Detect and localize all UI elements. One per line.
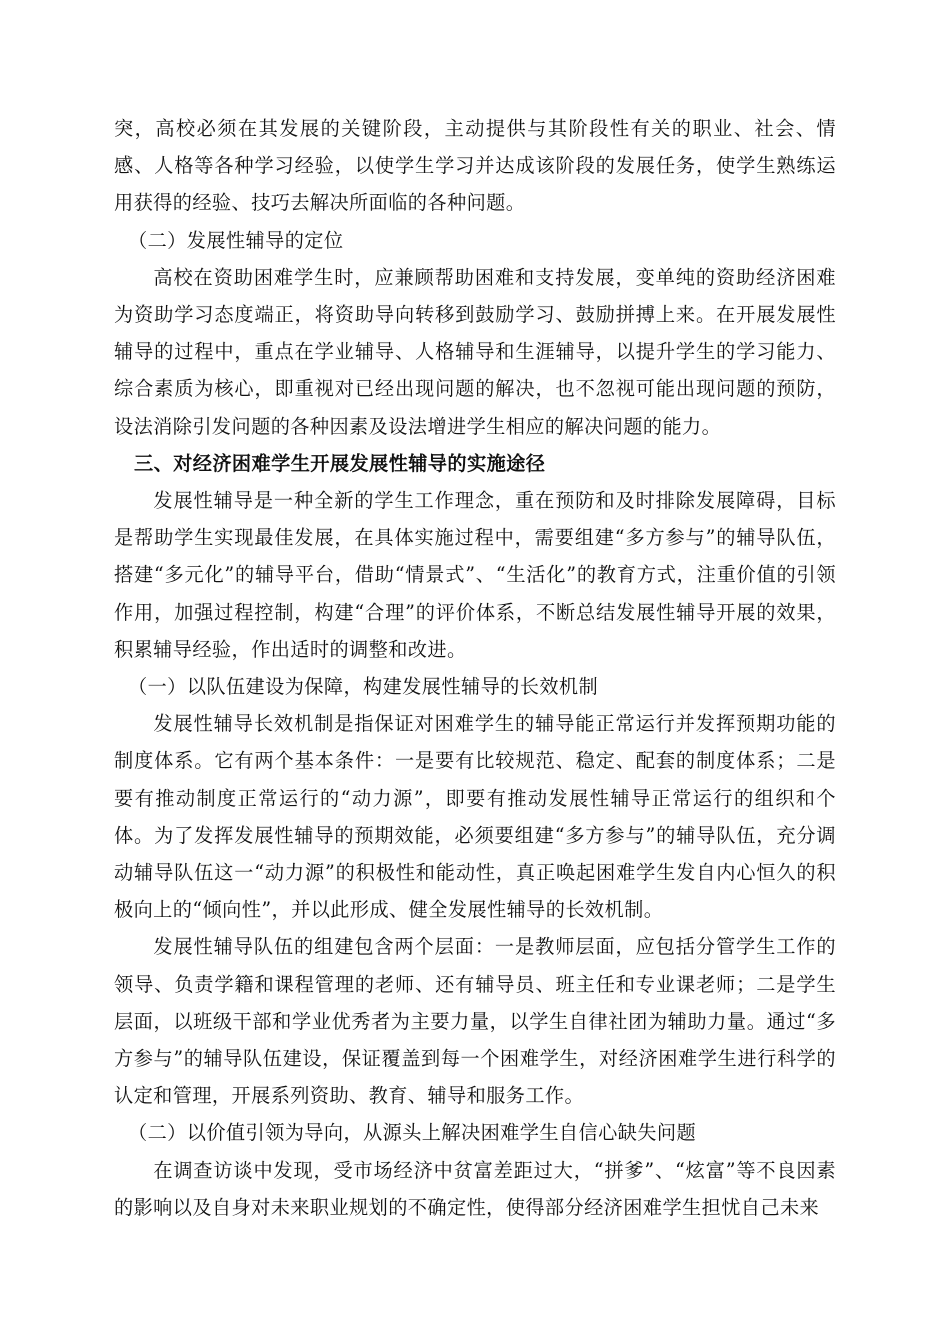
- body-paragraph: 在调查访谈中发现，受市场经济中贫富差距过大，“拼爹”、“炫富”等不良因素的影响以及自身对未来职业规划的不确定性，使得部分经济困难学生担忧自己未来: [114, 1158, 836, 1219]
- section-heading: 三、对经济困难学生开展发展性辅导的实施途径: [134, 451, 546, 475]
- section-subheading: （二）发展性辅导的定位: [128, 228, 344, 252]
- section-subheading: （二）以价值引领为导向，从源头上解决困难学生自信心缺失问题: [128, 1121, 697, 1145]
- body-paragraph: 发展性辅导队伍的组建包含两个层面：一是教师层面，应包括分管学生工作的领导、负责学籍和课程管理的老师、还有辅导员、班主任和专业课老师；二是学生层面，以班级干部和学业优秀者为主要力量，以学生自律社团为辅助力量。通过“多方参与”的辅导队伍建设，保证覆盖到每一个困难学生，对经济困难学生进行科学的认定和管理，开展系列资助、教育、辅导和服务工作。: [114, 935, 836, 1108]
- body-paragraph: 发展性辅导长效机制是指保证对困难学生的辅导能正常运行并发挥预期功能的制度体系。它有两个基本条件：一是要有比较规范、稳定、配套的制度体系；二是要有推动制度正常运行的“动力源”，即要有推动发展性辅导正常运行的组织和个体。为了发挥发展性辅导的预期效能，必须要组建“多方参与”的辅导队伍，充分调动辅导队伍这一“动力源”的积极性和能动性，真正唤起困难学生发自内心恒久的积极向上的“倾向性”，并以此形成、健全发展性辅导的长效机制。: [114, 712, 836, 922]
- body-paragraph: 发展性辅导是一种全新的学生工作理念，重在预防和及时排除发展障碍，目标是帮助学生实现最佳发展，在具体实施过程中，需要组建“多方参与”的辅导队伍，搭建“多元化”的辅导平台，借助“情景式”、“生活化”的教育方式，注重价值的引领作用，加强过程控制，构建“合理”的评价体系，不断总结发展性辅导开展的效果，积累辅导经验，作出适时的调整和改进。: [114, 489, 836, 661]
- section-subheading: （一）以队伍建设为保障，构建发展性辅导的长效机制: [128, 675, 599, 699]
- document-page: [114, 110, 836, 1226]
- body-paragraph: 高校在资助困难学生时，应兼顾帮助困难和支持发展，变单纯的资助经济困难为资助学习态度端正，将资助导向转移到鼓励学习、鼓励拼搏上来。在开展发展性辅导的过程中，重点在学业辅导、人格辅导和生涯辅导，以提升学生的学习能力、综合素质为核心，即重视对已经出现问题的解决，也不忽视可能出现问题的预防，设法消除引发问题的各种因素及设法增进学生相应的解决问题的能力。: [114, 265, 836, 438]
- body-paragraph: 突，高校必须在其发展的关键阶段，主动提供与其阶段性有关的职业、社会、情感、人格等各种学习经验，以使学生学习并达成该阶段的发展任务，使学生熟练运用获得的经验、技巧去解决所面临的各种问题。: [114, 117, 836, 215]
